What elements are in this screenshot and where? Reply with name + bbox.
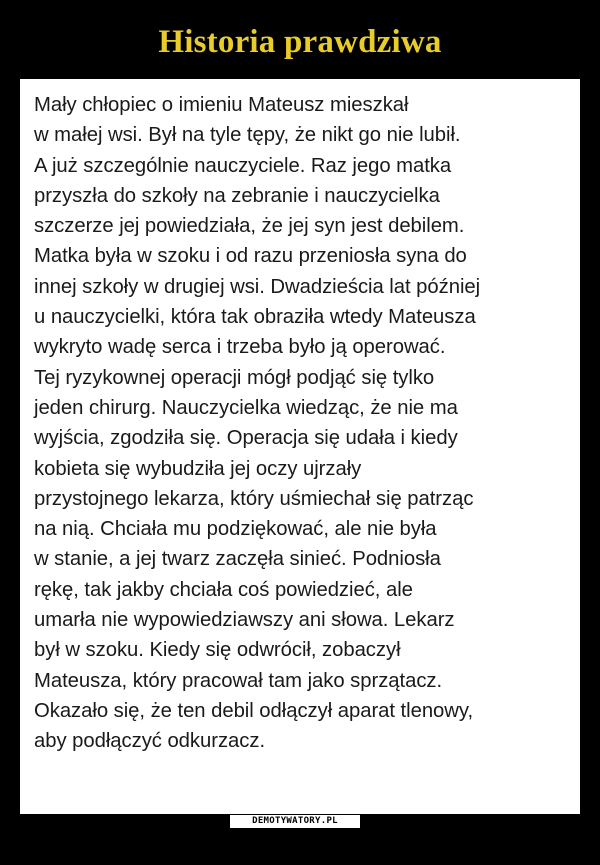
watermark-label: DEMOTYWATORY.PL bbox=[230, 815, 360, 828]
story-line: Matka była w szoku i od razu przeniosła syna do bbox=[34, 245, 467, 268]
story-line: wyjścia, zgodziła się. Operacja się udała i kiedy bbox=[34, 427, 458, 450]
story-line: innej szkoły w drugiej wsi. Dwadzieścia lat później bbox=[34, 275, 481, 298]
story-line: A już szczególnie nauczyciele. Raz jego matka bbox=[34, 154, 452, 177]
story-line: przystojnego lekarza, który uśmiechał się patrząc bbox=[34, 487, 474, 510]
page-title: Historia prawdziwa bbox=[158, 24, 442, 60]
story-line: w małej wsi. Był na tyle tępy, że nikt go nie lubił. bbox=[34, 124, 461, 147]
story-card bbox=[20, 79, 580, 814]
story-line: Mały chłopiec o imieniu Mateusz mieszkał bbox=[34, 94, 409, 116]
story-line: Tej ryzykownej operacji mógł podjąć się tylko bbox=[34, 366, 435, 389]
story-line: był w szoku. Kiedy się odwrócił, zobaczył bbox=[34, 639, 401, 662]
story-line: szczerze jej powiedziała, że jej syn jest debilem. bbox=[34, 215, 465, 238]
story-text bbox=[34, 90, 574, 757]
story-line: jeden chirurg. Nauczycielka wiedząc, że nie ma bbox=[34, 396, 458, 419]
story-line: przyszła do szkoły na zebranie i nauczycielka bbox=[34, 184, 440, 207]
story-line: rękę, tak jakby chciała coś powiedzieć, ale bbox=[34, 578, 413, 601]
story-line: aby podłączyć odkurzacz. bbox=[34, 730, 266, 753]
story-line: wykryto wadę serca i trzeba było ją operować. bbox=[34, 336, 446, 359]
story-line: umarła nie wypowiedziawszy ani słowa. Lekarz bbox=[34, 609, 455, 632]
story-line: w stanie, a jej twarz zaczęła sinieć. Podniosła bbox=[34, 548, 441, 571]
story-line: kobieta się wybudziła jej oczy ujrzały bbox=[34, 457, 362, 480]
story-line: na nią. Chciała mu podziękować, ale nie była bbox=[34, 518, 437, 541]
story-line: u nauczycielki, która tak obraziła wtedy Mateusza bbox=[34, 306, 476, 329]
story-line: Okazało się, że ten debil odłączył aparat tlenowy, bbox=[34, 699, 474, 722]
story-line: Mateusza, który pracował tam jako sprzątacz. bbox=[34, 669, 443, 692]
